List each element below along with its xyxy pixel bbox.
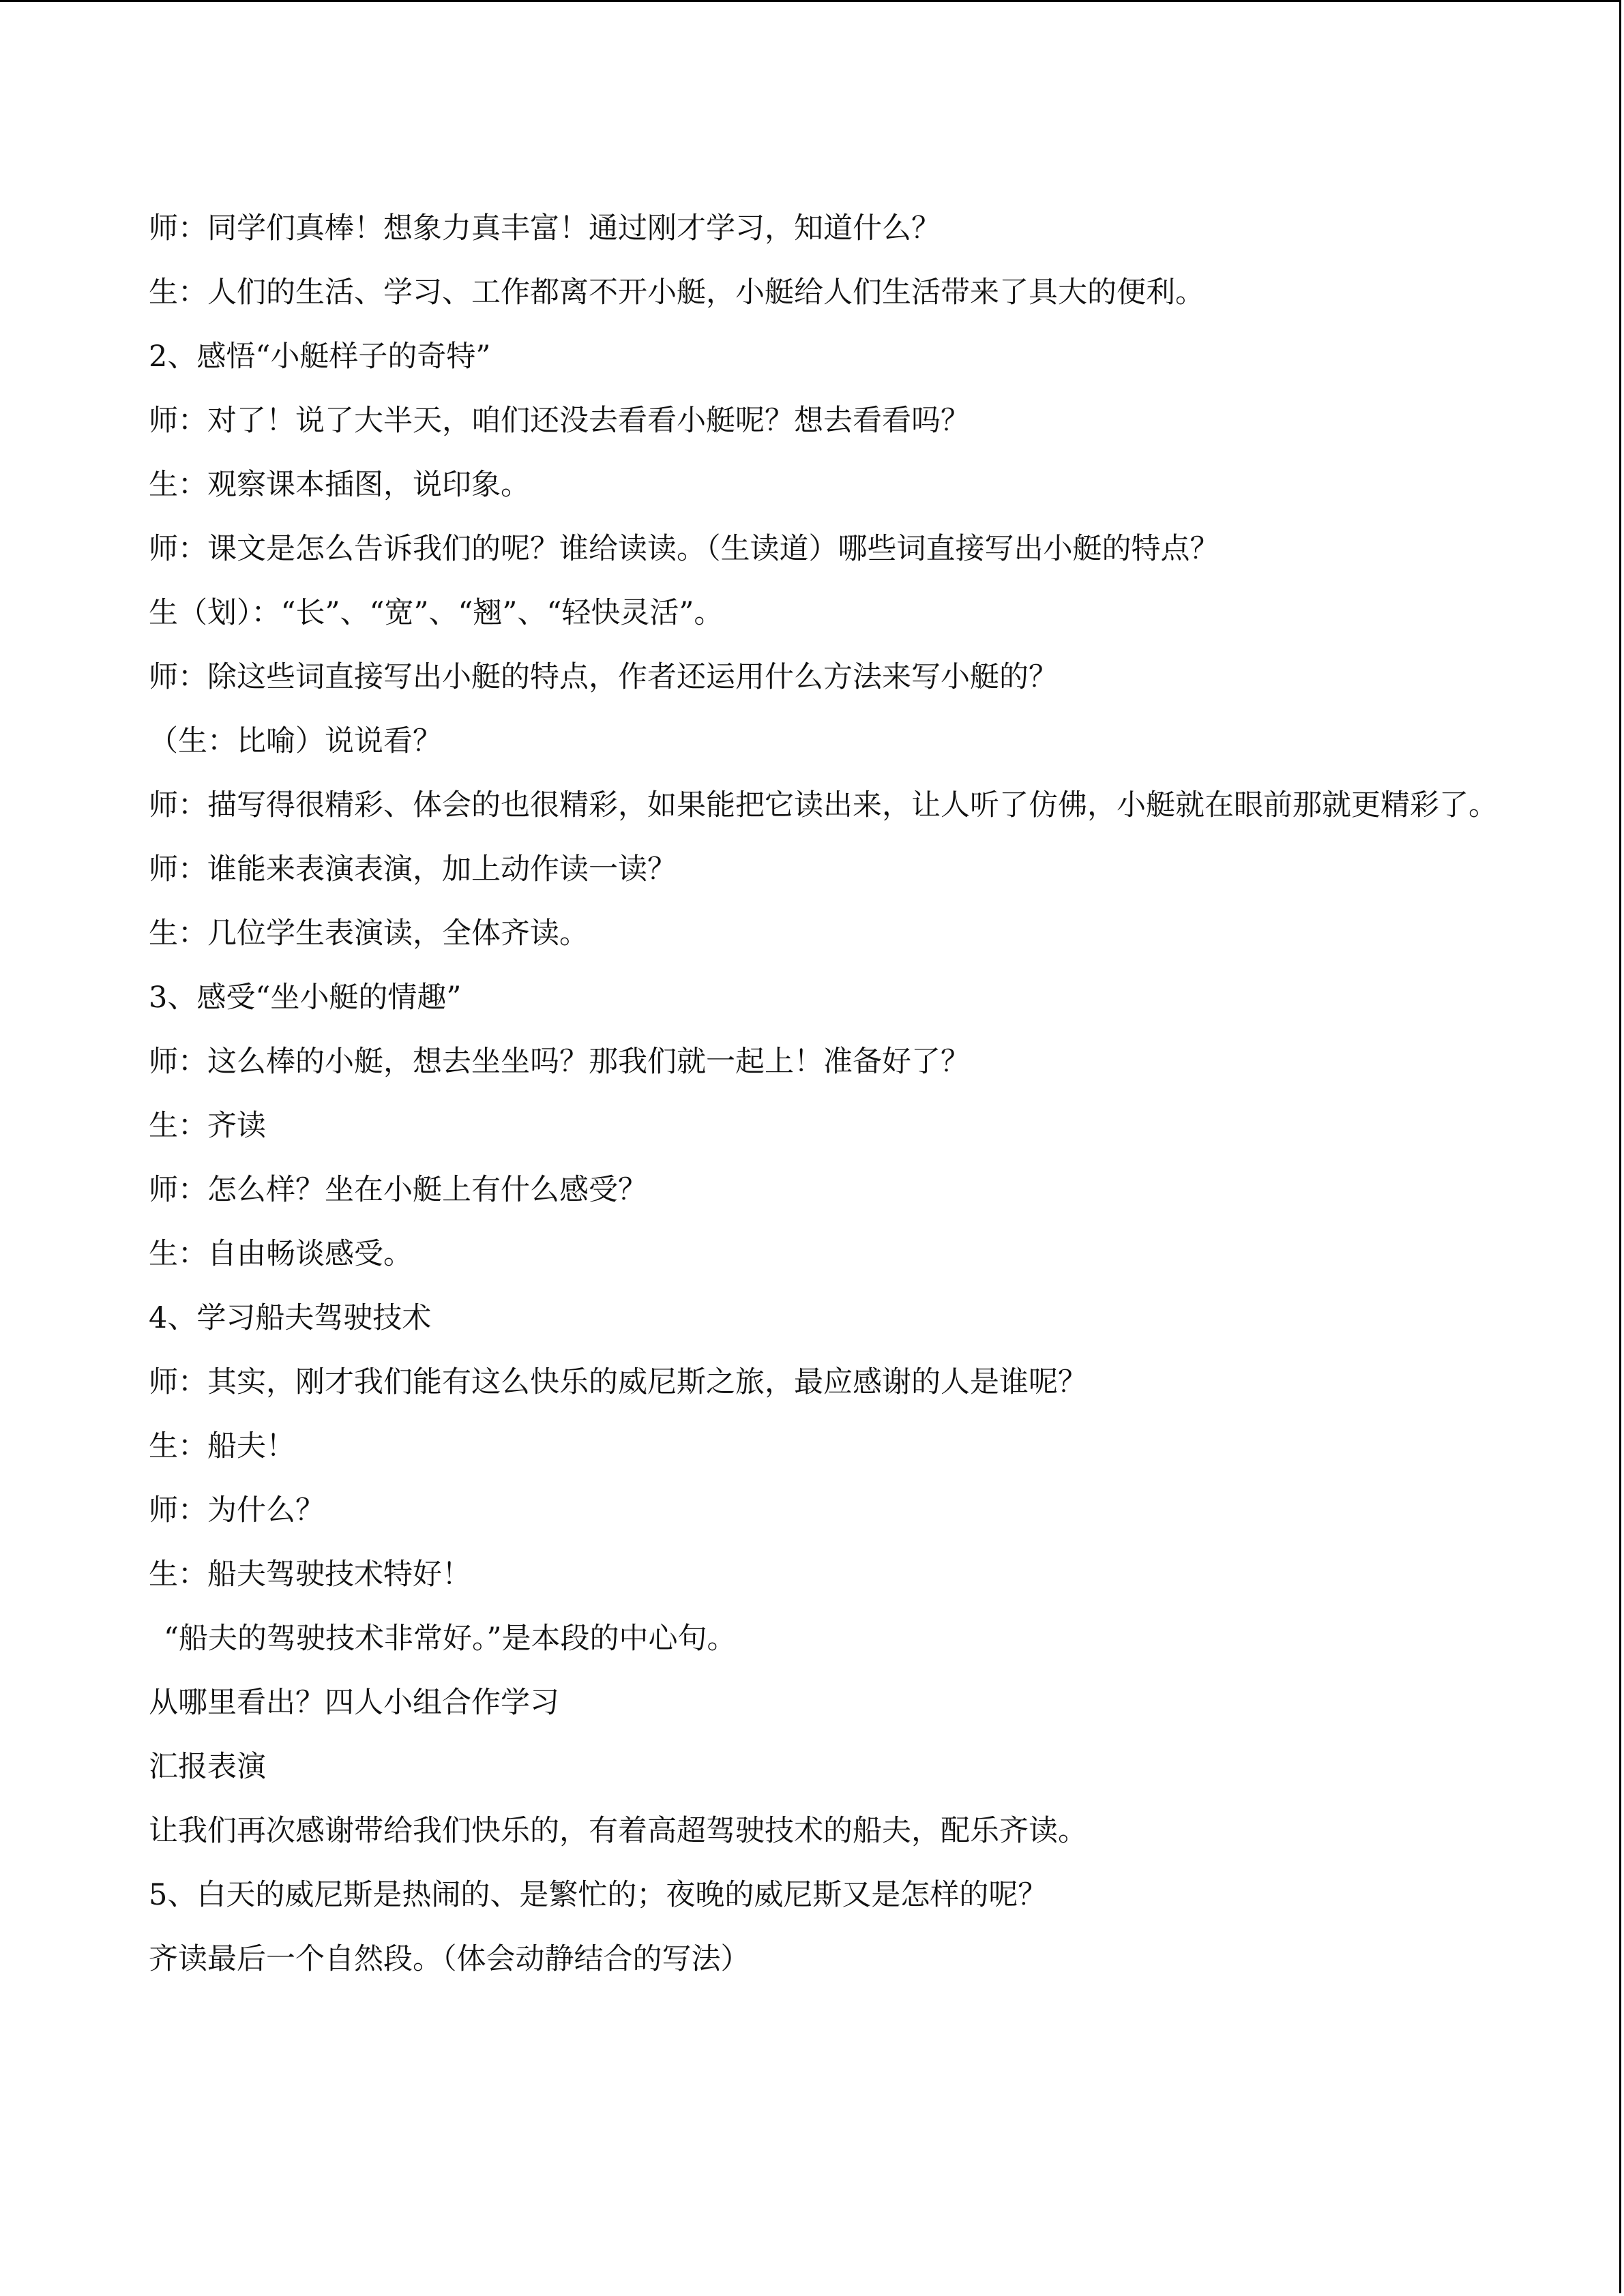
text-line: （生：比喻）说说看？ (149, 724, 442, 758)
text-line: 生（划）：“长”、“宽”、“翘”、“轻快灵活”。 (149, 596, 724, 630)
text-line: 师：除这些词直接写出小艇的特点，作者还运用什么方法来写小艇的？ (149, 660, 1058, 694)
central-sentence-line: “船夫的驾驶技术非常好。”是本段的中心句。 (164, 1622, 737, 1656)
text-line: 生：人们的生活、学习、工作都离不开小艇，小艇给人们生活带来了具大的便利。 (149, 275, 1205, 310)
text-line: 生：几位学生表演读，全体齐读。 (149, 916, 589, 951)
section-heading: 5、白天的威尼斯是热闹的、是繁忙的；夜晚的威尼斯又是怎样的呢？ (149, 1878, 1048, 1912)
section-heading: 4、学习船夫驾驶技术 (149, 1301, 432, 1335)
text-line: 生：观察课本插图，说印象。 (149, 468, 530, 502)
text-line: 生：齐读 (149, 1109, 266, 1143)
text-line: 齐读最后一个自然段。（体会动静结合的写法） (149, 1942, 750, 1976)
text-line: 师：这么棒的小艇，想去坐坐吗？那我们就一起上！准备好了？ (149, 1045, 970, 1079)
text-line: 师：为什么？ (149, 1493, 325, 1527)
text-line: 让我们再次感谢带给我们快乐的，有着高超驾驶技术的船夫，配乐齐读。 (149, 1814, 1087, 1848)
text-line: 师：谁能来表演表演，加上动作读一读？ (149, 852, 677, 886)
text-line: 师：其实，刚才我们能有这么快乐的威尼斯之旅，最应感谢的人是谁呢？ (149, 1365, 1087, 1399)
section-heading: 3、感受“坐小艇的情趣” (149, 981, 462, 1015)
section-heading: 2、感悟“小艇样子的奇特” (149, 340, 491, 374)
text-line: 生：船夫驾驶技术特好！ (149, 1557, 471, 1592)
text-line: 师：课文是怎么告诉我们的呢？谁给读读。（生读道）哪些词直接写出小艇的特点？ (149, 532, 1220, 566)
text-line: 生：自由畅谈感受。 (149, 1237, 413, 1271)
text-line: 从哪里看出？四人小组合作学习 (149, 1686, 559, 1720)
text-paragraph: 师：描写得很精彩、体会的也很精彩，如果能把它读出来，让人听了仿佛，小艇就在眼前那就更精彩了。 (149, 788, 1498, 822)
text-line: 师：同学们真棒！想象力真丰富！通过刚才学习，知道什么？ (149, 211, 941, 245)
document-body (149, 196, 1499, 1991)
text-line: 师：对了！说了大半天，咱们还没去看看小艇呢？想去看看吗？ (149, 404, 970, 438)
text-line: 师：怎么样？坐在小艇上有什么感受？ (149, 1173, 647, 1207)
text-line: 汇报表演 (149, 1750, 266, 1784)
text-line: 生：船夫！ (149, 1429, 295, 1463)
